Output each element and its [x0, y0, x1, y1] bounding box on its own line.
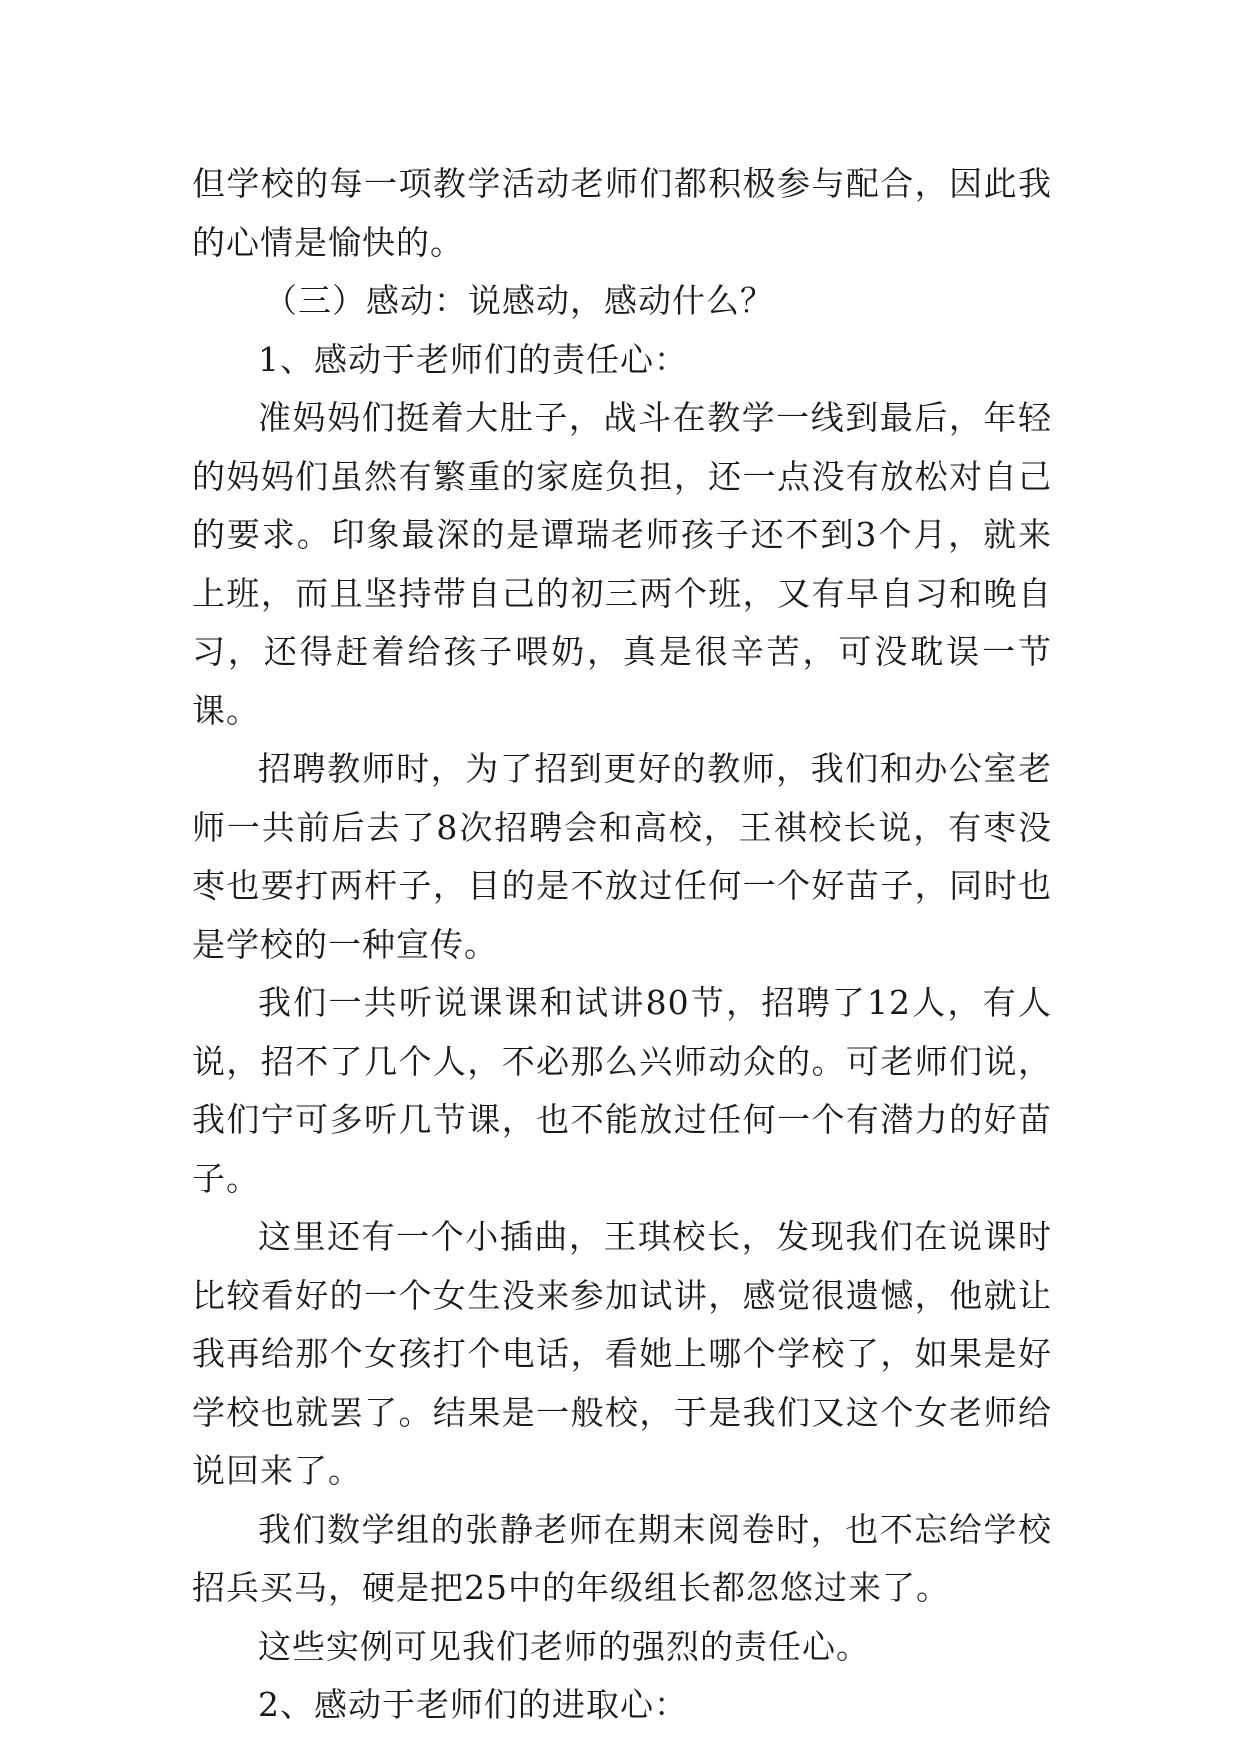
subheading-responsibility: 1、感动于老师们的责任心： [258, 339, 688, 379]
paragraph-trial-lessons: 我们一共听说课课和试讲80节，招聘了12人，有人说，招不了几个人，不必那么兴师动众的。可老师们说，我们宁可多听几节课，也不能放过任何一个有潜力的好苗子。 [192, 983, 1052, 1198]
section-heading-moved: （三）感动：说感动，感动什么？ [264, 281, 774, 320]
paragraph-math-group: 我们数学组的张静老师在期末阅卷时，也不忘给学校招兵买马，硬是把25中的年级组长都忽悠过来了。 [192, 1509, 1052, 1607]
subheading-ambition: 2、感动于老师们的进取心： [258, 1685, 688, 1724]
paragraph-episode: 这里还有一个小插曲，王琪校长，发现我们在说课时比较看好的一个女生没来参加试讲，感觉很遗憾，他就让我再给那个女孩打个电话，看她上哪个学校了，如果是好学校也就罢了。结果是一般校，于是我们又这个女老师给说回来了。 [192, 1217, 1052, 1490]
paragraph-expectant-mothers: 准妈妈们挺着大肚子，战斗在教学一线到最后，年轻的妈妈们虽然有繁重的家庭负担，还一点没有放松对自己的要求。印象最深的是谭瑞老师孩子还不到3个月，就来上班，而且坚持带自己的初三两个班，又有早自习和晚自习，还得赶着给孩子喂奶，真是很辛苦，可没耽误一节课。 [192, 398, 1052, 730]
paragraph-recruitment: 招聘教师时，为了招到更好的教师，我们和办公室老师一共前后去了8次招聘会和高校，王祺校长说，有枣没枣也要打两杆子，目的是不放过任何一个好苗子，同时也是学校的一种宣传。 [192, 749, 1052, 964]
paragraph-intro-continuation: 但学校的每一项教学活动老师们都积极参与配合，因此我的心情是愉快的。 [192, 164, 1052, 262]
document-body [192, 155, 1052, 1735]
paragraph-conclusion: 这些实例可见我们老师的强烈的责任心。 [258, 1626, 870, 1666]
